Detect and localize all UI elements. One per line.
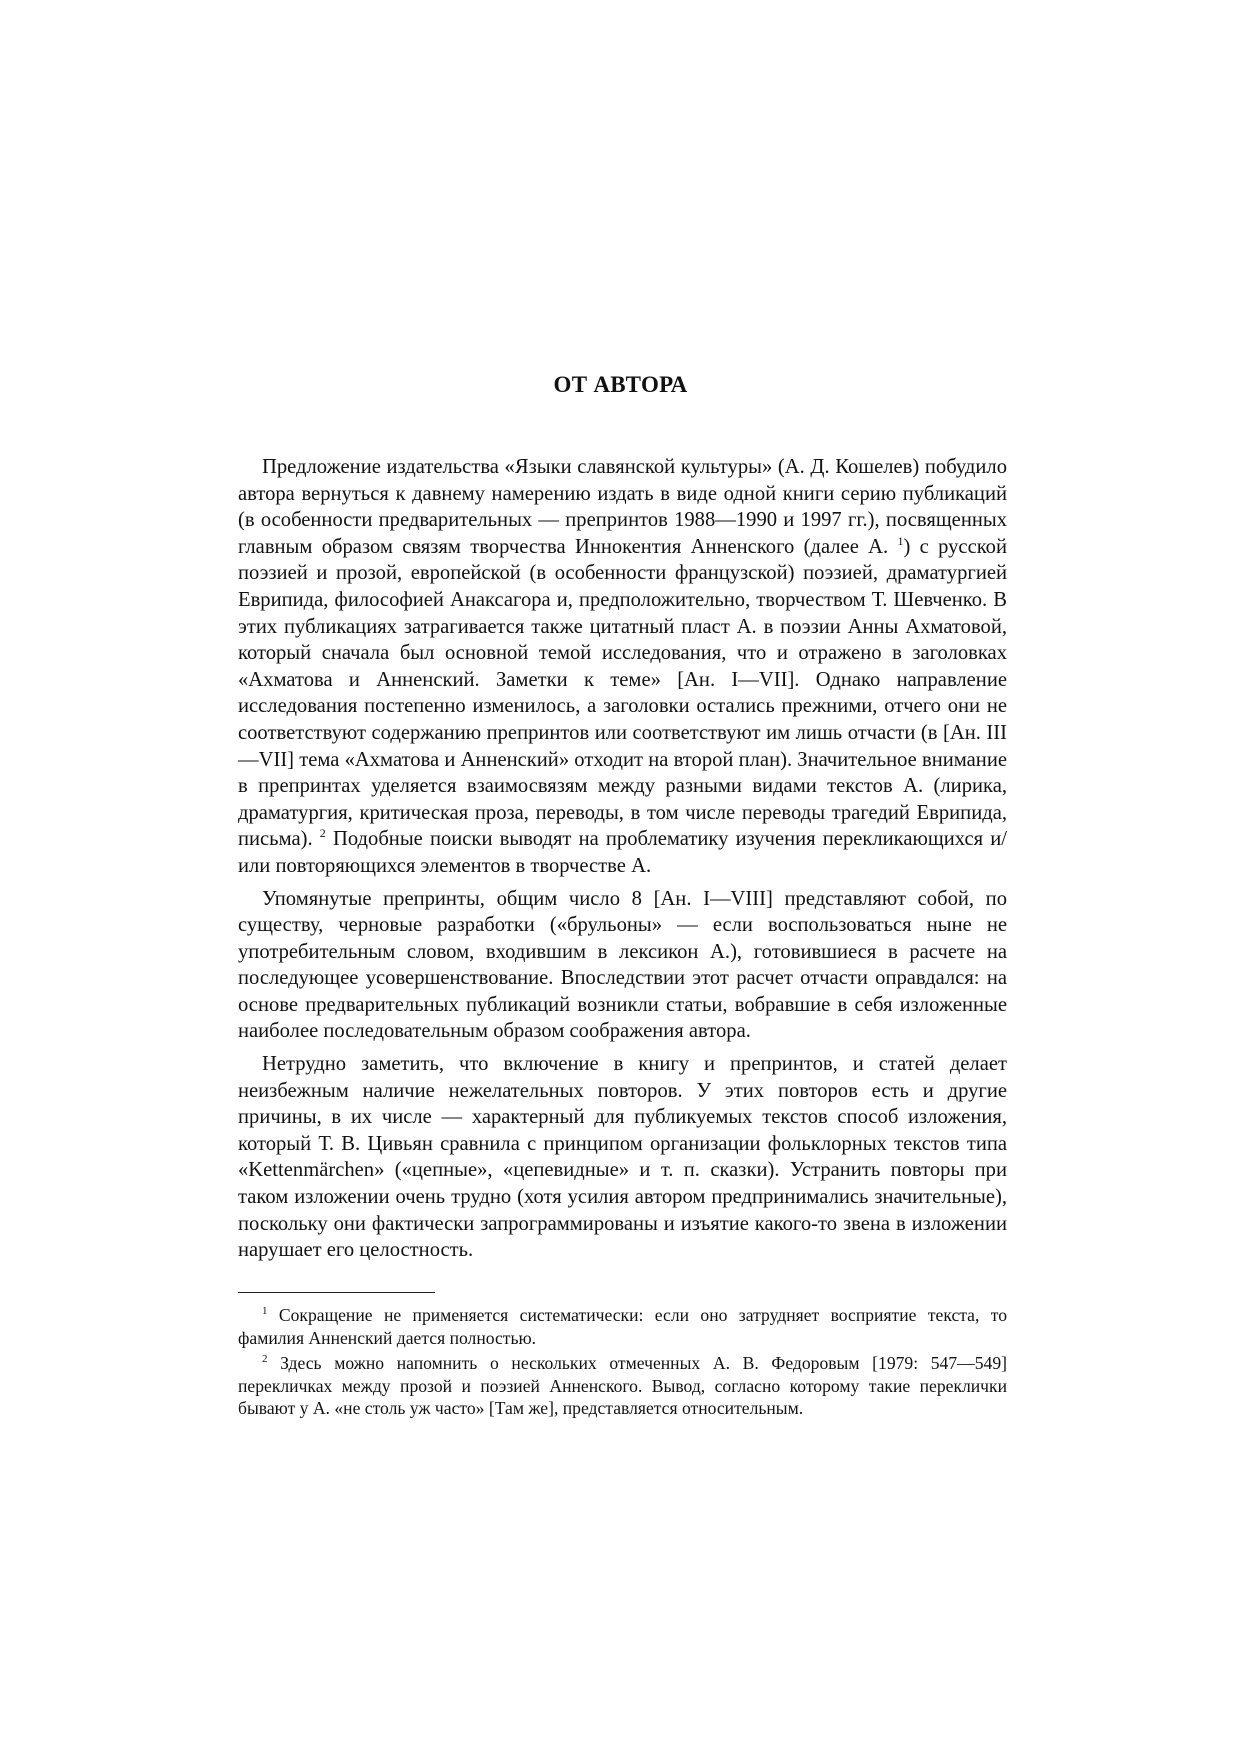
paragraph-1: [238, 454, 1007, 880]
footnote-ref-2[interactable]: 2: [319, 826, 326, 841]
footnote-ref-1[interactable]: 1: [897, 533, 904, 548]
footnote-mark-1: 1: [262, 1305, 268, 1317]
footnote-1-text: Сокращение не применяется систематически: если оно затрудняет восприятие текста, то фамилия Анненский дается полностью.: [238, 1305, 1007, 1348]
footnote-2-text: Здесь можно напомнить о нескольких отмеченных А. В. Федоровым [1979: 547—549] перекличках между прозой и поэзией Анненского. Вывод, согласно которому такие переклички бывают у А. «не столь уж часто» [Там же], представляется относительным.: [238, 1353, 1007, 1418]
footnote-mark-2: 2: [262, 1353, 268, 1365]
main-text: [238, 454, 1007, 1270]
footnote-divider: [238, 1292, 435, 1293]
paragraph-1-part-a: Предложение издательства «Языки славянской культуры» (А. Д. Кошелев) побудило автора вернуться к давнему намерению издать в виде одной книги серию публикаций (в особенности предварительных — препринтов 1988—1990 и 1997 гг.), посвященных главным образом связям творчества Иннокентия Анненского (далее А.: [238, 456, 1007, 558]
paragraph-2: Упомянутые препринты, общим число 8 [Ан. I—VIII] представляют собой, по существу, черновые разработки («брульоны» — если воспользоваться ныне не употребительным словом, входившим в лексикон А.), готовившиеся в расчете на последующее усовершенствование. Впоследствии этот расчет отчасти оправдался: на основе предварительных публикаций возникли статьи, вобравшие в себя изложенные наиболее последовательным образом соображения автора.: [238, 887, 1007, 1043]
page-title: ОТ АВТОРА: [553, 372, 688, 397]
footnote-2: [238, 1352, 1007, 1420]
paragraph-1-part-c: Подобные поиски выводят на проблематику изучения перекликающихся и/или повторяющихся элементов в творчестве А.: [238, 828, 1007, 877]
paragraph-1-part-b: ) с русской поэзией и прозой, европейской (в особенности французской) поэзией, драматургией Еврипида, философией Анаксагора и, предположительно, творчеством Т. Шевченко. В этих публикациях затрагивается также цитатный пласт А. в поэзии Анны Ахматовой, который сначала был основной темой исследования, что и отражено в заголовках «Ахматова и Анненский. Заметки к теме» [Ан. I—VII]. Однако направление исследования постепенно изменилось, а заголовки остались прежними, отчего они не соответствуют содержанию препринтов или соответствуют им лишь отчасти (в [Ан. III—VII] тема «Ахматова и Анненский» отходит на второй план). Значительное внимание в препринтах уделяется взаимосвязям между разными видами текстов А. (лирика, драматургия, критическая проза, переводы, в том числе переводы трагедий Еврипида, письма).: [238, 535, 1007, 851]
footnote-1: [238, 1304, 1007, 1349]
footnotes: [238, 1304, 1007, 1423]
paragraph-3: Нетрудно заметить, что включение в книгу и препринтов, и статей делает неизбежным наличие нежелательных повторов. У этих повторов есть и другие причины, в их числе — характерный для публикуемых текстов способ изложения, который Т. В. Цивьян сравнила с принципом организации фольклорных текстов типа «Kettenmärchen» («цепные», «цепевидные» и т. п. сказки). Устранить повторы при таком изложении очень трудно (хотя усилия автором предпринимались значительные), поскольку они фактически запрограммированы и изъятие какого-то звена в изложении нарушает его целостность.: [238, 1053, 1007, 1262]
